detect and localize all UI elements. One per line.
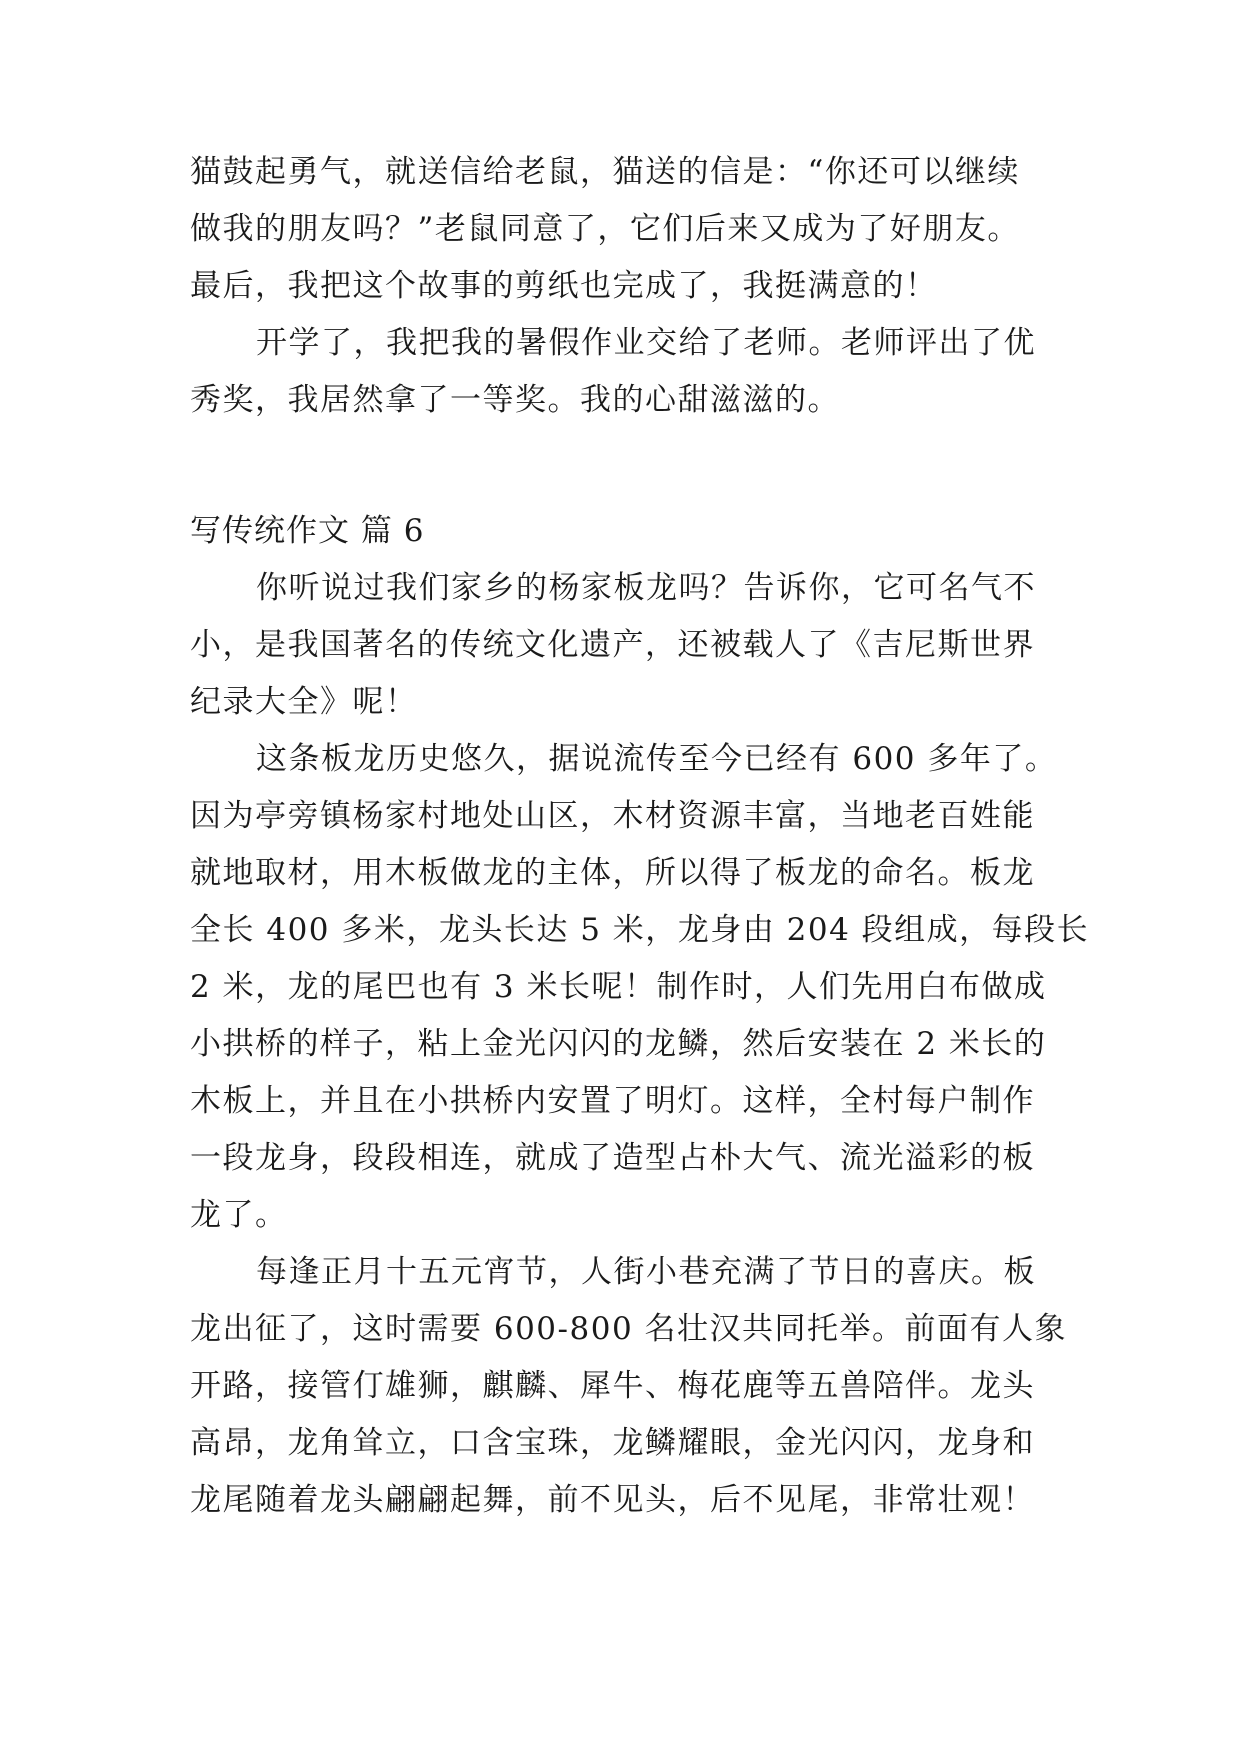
section-heading: 写传统作文 篇 6 xyxy=(190,513,425,549)
paragraph-line: 木板上，并且在小拱桥内安置了明灯。这样，全村每户制作 xyxy=(190,1083,1035,1119)
paragraph-line: 一段龙身，段段相连，就成了造型占朴大气、流光溢彩的板 xyxy=(190,1140,1035,1176)
paragraph-line: 猫鼓起勇气，就送信给老鼠，猫送的信是：“你还可以继续 xyxy=(190,154,1020,190)
paragraph-line: 就地取材，用木板做龙的主体，所以得了板龙的命名。板龙 xyxy=(190,855,1035,891)
paragraph-line: 龙出征了，这时需要 600-800 名壮汉共同托举。前面有人象 xyxy=(190,1311,1068,1347)
paragraph-line: 你听说过我们家乡的杨家板龙吗？告诉你，它可名气不 xyxy=(256,570,1036,606)
paragraph-line: 2 米，龙的尾巴也有 3 米长呢！制作时，人们先用白布做成 xyxy=(190,969,1047,1005)
paragraph-line: 全长 400 多米，龙头长达 5 米，龙身由 204 段组成，每段长 xyxy=(190,912,1090,948)
paragraph-line: 龙了。 xyxy=(190,1197,288,1233)
paragraph-line: 小，是我国著名的传统文化遗产，还被载人了《吉尼斯世界 xyxy=(190,627,1035,663)
paragraph-line: 因为亭旁镇杨家村地处山区，木材资源丰富，当地老百姓能 xyxy=(190,798,1035,834)
paragraph-line: 小拱桥的样子，粘上金光闪闪的龙鳞，然后安装在 2 米长的 xyxy=(190,1026,1047,1062)
paragraph-line: 做我的朋友吗？”老鼠同意了，它们后来又成为了好朋友。 xyxy=(190,211,1020,247)
paragraph-line: 高昂，龙角耸立，口含宝珠，龙鳞耀眼，金光闪闪，龙身和 xyxy=(190,1425,1035,1461)
paragraph-line: 龙尾随着龙头翩翩起舞，前不见头，后不见尾，非常壮观！ xyxy=(190,1482,1035,1518)
paragraph-line: 每逢正月十五元宵节，人街小巷充满了节日的喜庆。板 xyxy=(256,1254,1036,1290)
paragraph-line: 最后，我把这个故事的剪纸也完成了，我挺满意的！ xyxy=(190,268,938,304)
paragraph-line: 这条板龙历史悠久，据说流传至今已经有 600 多年了。 xyxy=(256,741,1058,777)
paragraph-line: 秀奖，我居然拿了一等奖。我的心甜滋滋的。 xyxy=(190,382,840,418)
paragraph-line: 开路，接管仃雄狮，麒麟、犀牛、梅花鹿等五兽陪伴。龙头 xyxy=(190,1368,1035,1404)
paragraph-line: 纪录大全》呢！ xyxy=(190,684,418,720)
paragraph-line: 开学了，我把我的暑假作业交给了老师。老师评出了优 xyxy=(256,325,1036,361)
